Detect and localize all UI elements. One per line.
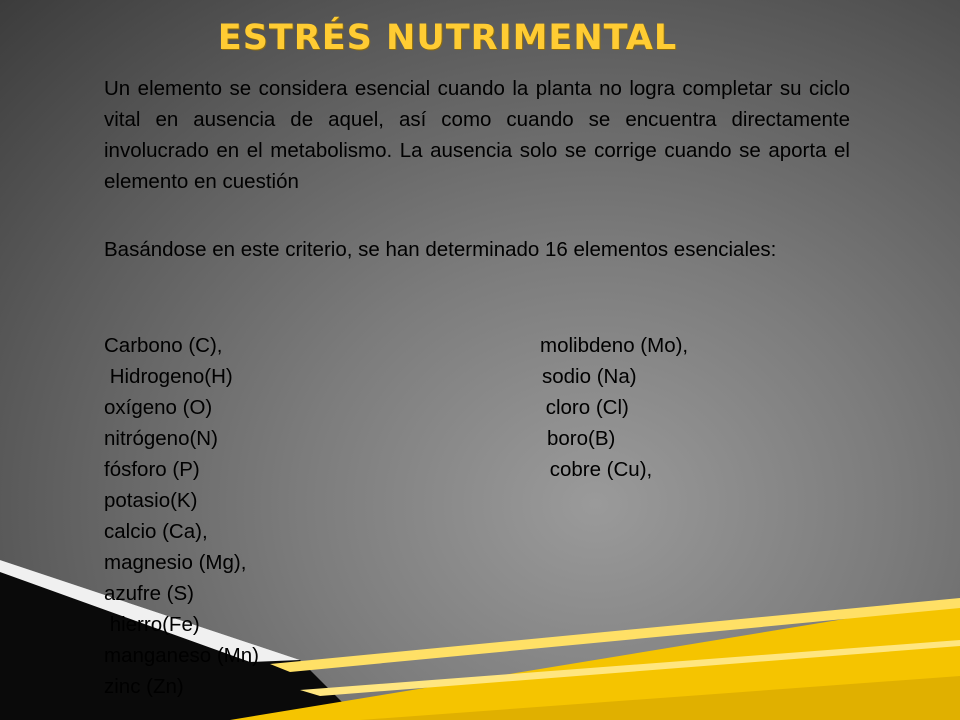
element-item: boro(B) (547, 427, 616, 450)
element-item: potasio(K) (104, 489, 198, 512)
element-item: hierro(Fe) (104, 613, 200, 636)
element-item: Carbono (C), (104, 334, 223, 357)
element-item: Hidrogeno(H) (104, 365, 233, 388)
element-item: fósforo (P) (104, 458, 200, 481)
element-item: manganeso (Mn) (104, 644, 259, 667)
element-item: zinc (Zn) (104, 675, 184, 698)
element-item: molibdeno (Mo), (540, 334, 689, 357)
element-item: magnesio (Mg), (104, 551, 247, 574)
element-item: cloro (Cl) (540, 396, 629, 419)
element-item: oxígeno (O) (104, 396, 213, 419)
slide-title: ESTRÉS NUTRIMENTAL (217, 18, 678, 58)
element-item: sodio (Na) (542, 365, 637, 388)
element-item: azufre (S) (104, 582, 194, 605)
element-item: nitrógeno(N) (104, 427, 218, 450)
element-item: cobre (Cu), (544, 458, 653, 481)
criteria-paragraph: Basándose en este criterio, se han determinado 16 elementos esenciales: (104, 238, 777, 261)
definition-paragraph: Un elemento se considera esencial cuando la planta no logra completar su ciclo vital en ausencia de aquel, así como cuando se encuentra directamente involucrado en el metabolismo. La ausencia solo se corrige cuando se aporta el elemento en cuestión (104, 77, 850, 193)
element-item: calcio (Ca), (104, 520, 208, 543)
